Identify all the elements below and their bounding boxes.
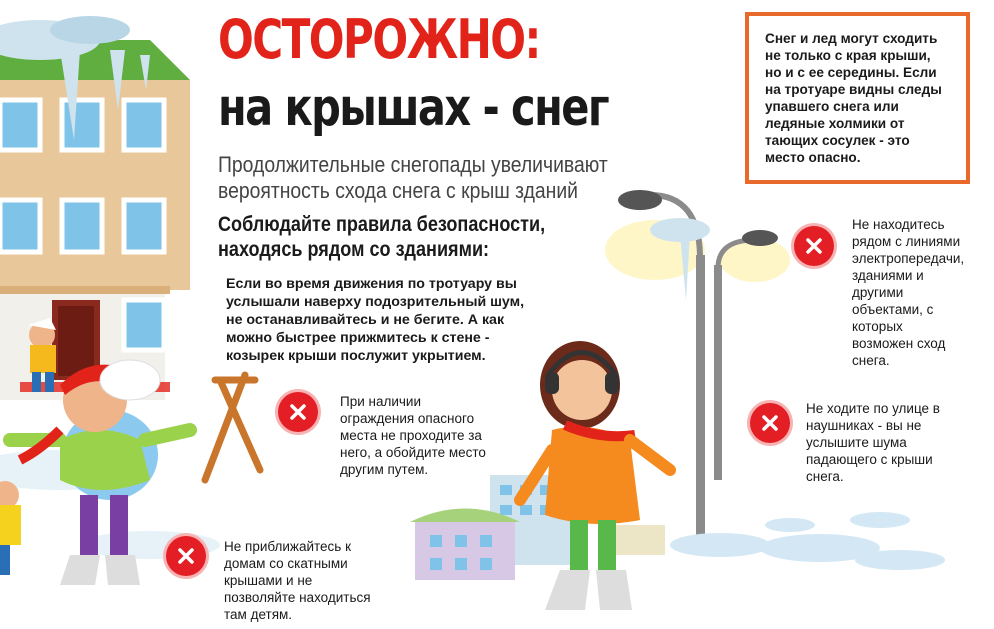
tip-line: домам со скатными (224, 556, 348, 571)
barrier-illustration (205, 375, 260, 480)
tip-line: зданиями и (852, 268, 924, 283)
tip-headphones (806, 400, 976, 485)
tip-line: снега. (852, 353, 890, 368)
tip-line: него, а обойдите место (340, 445, 486, 460)
tip-line: наушниках - вы не (806, 418, 922, 433)
info-box-line: не только с края крыши, (765, 48, 931, 63)
tip-line: электропередачи, (852, 251, 965, 266)
tip-line: объектами, с (852, 302, 934, 317)
main-tip-line: козырек крыши послужит укрытием. (226, 348, 486, 364)
info-box-line: тающих сосулек - это (765, 133, 910, 148)
tip-barrier (340, 393, 515, 478)
girl-illustration (520, 341, 670, 610)
prohibition-icon (750, 403, 790, 443)
info-box (745, 12, 970, 184)
main-tip-line: услышали наверху подозрительный шум, (226, 294, 525, 310)
tip-pitched-roofs (224, 538, 404, 623)
subtitle-line: вероятность схода снега с крыш зданий (218, 178, 579, 203)
tip-line: Не находитесь (852, 217, 945, 232)
tip-line: падающего с крыши (806, 452, 933, 467)
tip-line: Не приближайтесь к (224, 539, 351, 554)
rules-heading-line: Соблюдайте правила безопасности, (218, 213, 546, 236)
title-snow-on-roofs: на крышах - снег (218, 78, 608, 138)
tip-line: другими (852, 285, 904, 300)
tip-line: которых (852, 319, 903, 334)
main-tip (226, 275, 556, 365)
tip-line: Не ходите по улице в (806, 401, 940, 416)
prohibition-icon (166, 536, 206, 576)
title-warning: ОСТОРОЖНО: (218, 8, 540, 71)
tip-line: позволяйте находиться (224, 590, 371, 605)
info-box-line: но и с ее середины. Если (765, 65, 937, 80)
rules-heading-line: находясь рядом со зданиями: (218, 238, 490, 261)
prohibition-icon (278, 392, 318, 432)
tip-line: рядом с линиями (852, 234, 961, 249)
building (0, 16, 190, 400)
x-icon (288, 402, 308, 422)
rules-heading (218, 212, 545, 262)
x-icon (176, 546, 196, 566)
info-box-line: упавшего снега или (765, 99, 899, 114)
toddler-illustration (0, 481, 21, 575)
main-tip-line: Если во время движения по тротуару вы (226, 276, 517, 292)
x-icon (760, 413, 780, 433)
subtitle-line: Продолжительные снегопады увеличивают (218, 152, 608, 177)
tip-line: места не проходите за (340, 428, 482, 443)
subtitle (218, 152, 608, 204)
tip-line: возможен сход (852, 336, 946, 351)
main-tip-line: можно быстрее прижмитесь к стене - (226, 330, 490, 346)
prohibition-icon (794, 226, 834, 266)
tip-line: крышами и не (224, 573, 313, 588)
tip-line: При наличии (340, 394, 421, 409)
tip-power-lines (852, 216, 982, 369)
tip-line: ограждения опасного (340, 411, 475, 426)
main-tip-line: не останавливайтесь и не бегите. А как (226, 312, 505, 328)
info-box-line: на тротуаре видны следы (765, 82, 942, 97)
tip-line: другим путем. (340, 462, 429, 477)
tip-line: там детям. (224, 607, 293, 622)
tip-line: услышите шума (806, 435, 907, 450)
info-box-line: место опасно. (765, 150, 861, 165)
tip-line: снега. (806, 469, 844, 484)
x-icon (804, 236, 824, 256)
info-box-line: ледяные холмики от (765, 116, 905, 131)
info-box-line: Снег и лед могут сходить (765, 31, 938, 46)
